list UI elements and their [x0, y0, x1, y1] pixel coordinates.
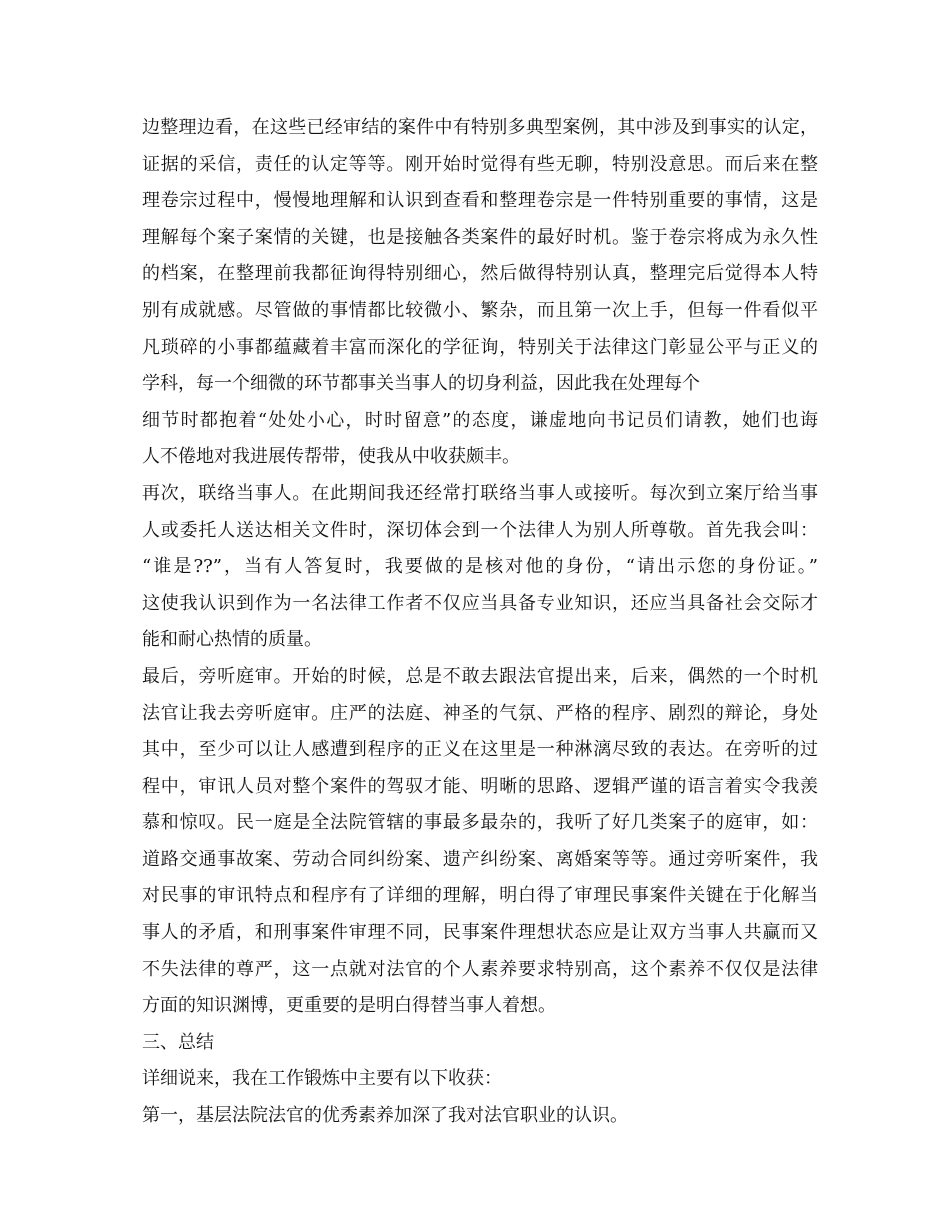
text-line: 人不倦地对我进展传帮带，使我从中收获颇丰。: [142, 446, 520, 468]
text-line: 能和耐心热情的质量。: [142, 629, 322, 651]
text-line: “谁是??”，当有人答复时，我要做的是核对他的身份，“请出示您的身份证。”: [142, 556, 818, 578]
text-line: 细节时都抱着“处处小心，时时留意”的态度，谦虚地向书记员们请教，她们也诲: [142, 409, 818, 431]
text-line: 慕和惊叹。民一庭是全法院管辖的事最多最杂的，我听了好几类案子的庭审，如：: [142, 812, 818, 834]
text-line: 凡琐碎的小事都蕴藏着丰富而深化的学征询，特别关于法律这门彰显公平与正义的: [142, 336, 818, 358]
text-line: 第一，基层法院法官的优秀素养加深了我对法官职业的认识。: [142, 1105, 628, 1127]
text-line: 最后，旁听庭审。开始的时候，总是不敢去跟法官提出来，后来，偶然的一个时机: [142, 665, 818, 687]
text-line: 理卷宗过程中，慢慢地理解和认识到查看和整理卷宗是一件特别重要的事情，这是: [142, 190, 818, 212]
text-line: 道路交通事故案、劳动合同纠纷案、遗产纠纷案、离婚案等等。通过旁听案件，我: [142, 848, 818, 870]
text-line: 不失法律的尊严，这一点就对法官的个人素养要求特别高，这个素养不仅仅是法律: [142, 958, 818, 980]
text-line: 方面的知识渊博，更重要的是明白得替当事人着想。: [142, 995, 556, 1017]
text-line: 程中，审讯人员对整个案件的驾驭才能、明晰的思路、逻辑严谨的语言着实令我羡: [142, 775, 818, 797]
text-line: 其中，至少可以让人感遭到程序的正义在这里是一种淋漓尽致的表达。在旁听的过: [142, 739, 818, 761]
text-line: 学科，每一个细微的环节都事关当事人的切身利益，因此我在处理每个: [142, 373, 700, 395]
text-line: 对民事的审讯特点和程序有了详细的理解，明白得了审理民事案件关键在于化解当: [142, 885, 818, 907]
text-line: 的档案，在整理前我都征询得特别细心，然后做得特别认真，整理完后觉得本人特: [142, 263, 818, 285]
text-line: 详细说来，我在工作锻炼中主要有以下收获：: [142, 1068, 502, 1090]
text-line: 事人的矛盾，和刑事案件审理不同，民事案件理想状态应是让双方当事人共赢而又: [142, 922, 818, 944]
text-line: 这使我认识到作为一名法律工作者不仅应当具备专业知识，还应当具备社会交际才: [142, 592, 818, 614]
text-line: 三、总结: [142, 1031, 214, 1053]
text-line: 法官让我去旁听庭审。庄严的法庭、神圣的气氛、严格的程序、剧烈的辩论，身处: [142, 702, 818, 724]
text-line: 别有成就感。尽管做的事情都比较微小、繁杂，而且第一次上手，但每一件看似平: [142, 299, 818, 321]
text-line: 人或委托人送达相关文件时，深切体会到一个法律人为别人所尊敬。首先我会叫：: [142, 519, 818, 541]
text-line: 理解每个案子案情的关键，也是接触各类案件的最好时机。鉴于卷宗将成为永久性: [142, 226, 818, 248]
text-line: 边整理边看，在这些已经审结的案件中有特别多典型案例，其中涉及到事实的认定，: [142, 117, 818, 138]
document-body: [142, 110, 818, 1135]
text-line: 证据的采信，责任的认定等等。刚开始时觉得有些无聊，特别没意思。而后来在整: [142, 153, 818, 175]
text-line: 再次，联络当事人。在此期间我还经常打联络当事人或接听。每次到立案厅给当事: [142, 482, 818, 504]
